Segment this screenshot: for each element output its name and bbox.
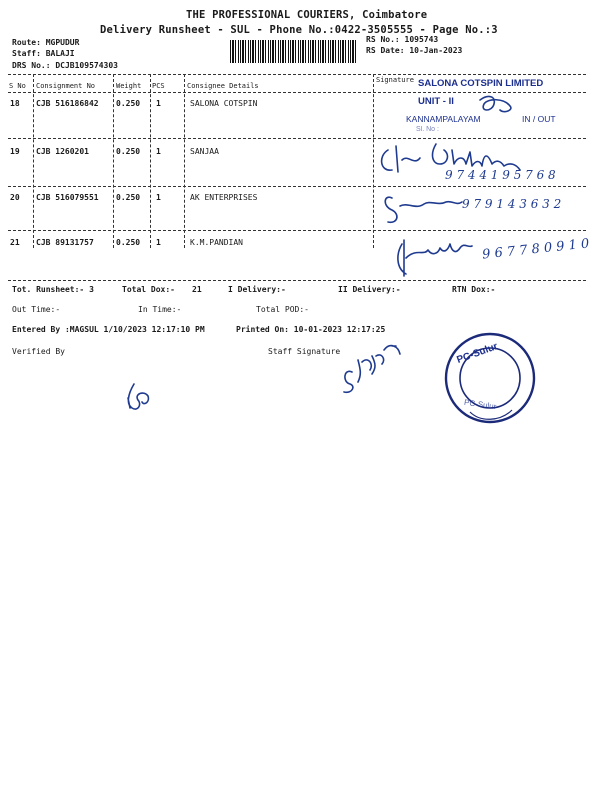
row-consignment: CJB 89131757 [36,238,94,247]
signature-row21 [398,240,472,276]
document-title: THE PROFESSIONAL COURIERS, Coimbatore [186,9,428,21]
col-consignee: Consignee Details [187,82,259,90]
row-weight: 0.250 [116,193,141,202]
row-consignment: CJB 516186842 [36,99,99,108]
row-weight: 0.250 [116,147,141,156]
round-stamp-top-text: PC-Sulur [455,341,500,366]
col-signature: Signature [376,76,414,84]
total-pod-label: Total POD:- [256,305,309,314]
row-weight: 0.250 [116,99,141,108]
row-sno: 20 [10,193,20,202]
row-consignee: AK ENTERPRISES [190,193,258,202]
col-consignment: Consignment No [36,82,96,90]
staff-signature [344,346,400,393]
row-sno: 21 [10,238,20,247]
col-sno: S No [9,82,26,90]
company-stamp-slno: Sl. No : [416,126,439,133]
row-pcs: 1 [156,193,161,202]
total-runsheet: Tot. Runsheet:- 3 [12,285,94,294]
in-time-label: In Time:- [138,305,182,314]
col-pcs: PCS [152,82,165,90]
row-consignment: CJB 1260201 [36,147,89,156]
handwritten-phone: 9 7 9 1 4 3 6 3 2 [462,197,562,211]
signature-row19 [382,144,520,172]
i-delivery-label: I Delivery:- [228,285,286,294]
row-consignee: SALONA COTSPIN [190,99,258,108]
drs-number: DRS No.: DCJB109574303 [12,61,118,70]
document-subtitle: Delivery Runsheet - SUL - Phone No.:0422-3505555 - Page No.:3 [100,24,498,36]
handwritten-phone: 9 7 4 4 1 9 5 7 6 8 [445,168,556,182]
verified-signature [128,384,148,409]
col-weight: Weight [116,82,142,90]
total-dox-label: Total Dox:- [122,285,175,294]
verified-by-label: Verified By [12,347,65,356]
company-stamp-place: KANNAMPALAYAM [406,114,481,124]
row-pcs: 1 [156,147,161,156]
printed-on: Printed On: 10-01-2023 12:17:25 [236,325,386,334]
row-pcs: 1 [156,99,161,108]
out-time-label: Out Time:- [12,305,61,314]
row-consignment: CJB 516079551 [36,193,99,202]
row-pcs: 1 [156,238,161,247]
ii-delivery-label: II Delivery:- [338,285,401,294]
staff-signature-label: Staff Signature [268,347,341,356]
round-stamp-bottom-text: PC-Sulur [463,397,497,412]
route-label: Route: MGPUDUR [12,38,80,47]
rs-number: RS No.: 1095743 [366,35,439,44]
signature-row18 [480,97,511,112]
rtn-dox-label: RTN Dox:- [452,285,496,294]
company-stamp-name: SALONA COTSPIN LIMITED [418,78,544,89]
row-weight: 0.250 [116,238,141,247]
handwritten-phone: 9 6 7 7 8 0 9 1 0 [481,236,590,263]
row-consignee: SANJAA [190,147,219,156]
company-stamp-unit: UNIT - II [418,96,454,107]
staff-label: Staff: BALAJI [12,49,75,58]
row-sno: 18 [10,99,20,108]
total-dox-value: 21 [192,285,202,294]
row-sno: 19 [10,147,20,156]
rs-date: RS Date: 10-Jan-2023 [366,46,463,55]
entered-by: Entered By :MAGSUL 1/10/2023 12:17:10 PM [12,325,205,334]
row-consignee: K.M.PANDIAN [190,238,243,247]
signature-row20 [385,197,462,222]
company-stamp-inout: IN / OUT [522,114,556,124]
